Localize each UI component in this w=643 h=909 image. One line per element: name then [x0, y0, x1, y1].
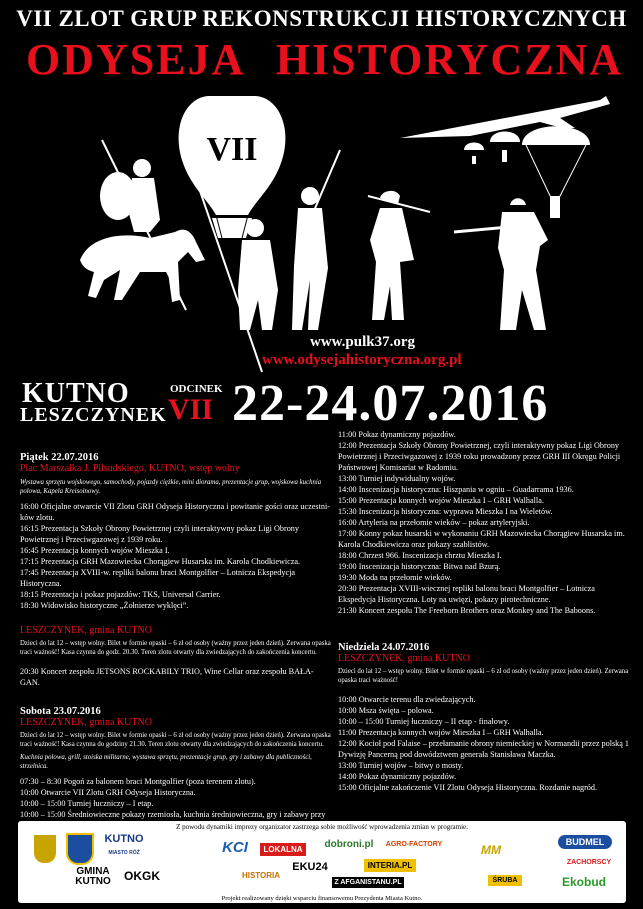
logo-gmina-kutno: GMINA KUTNO — [75, 866, 111, 887]
program-event: 16:15 Prezentacja Szkoły Obrony Powietrznej czyli interaktywny pokaz Ligi Obrony Powietrznej i Przeciwgazowej z 1939 roku. — [20, 524, 299, 544]
ww2-soldier-icon — [292, 150, 340, 330]
city-name: KUTNO — [22, 378, 130, 409]
day2-note2: Kuchnia polowa, grill, stoiska militarne, wystawa sprzętu, prezentacje grup, gry i zabawy dla publiczności, strzelnica. — [20, 754, 312, 770]
program-event: 12:00 Kocioł pod Falaise – przełamanie obrony niemieckiej w Normandii przez polską 1 Dywizję Pancerną pod dowództwem generała Stanisława Maczka. — [338, 739, 630, 759]
episode-label: ODCINEK — [170, 383, 223, 395]
silhouette-illustration — [0, 84, 643, 374]
sponsor-logos — [26, 833, 618, 891]
logo-kci: KCI — [222, 839, 248, 856]
program-event: 21:30 Koncert zespołu The Freeborn Brothers oraz Monkey and The Baboons. — [338, 606, 596, 615]
logo-eku24: EKU24 — [292, 861, 328, 873]
program-event: 13:00 Turniej wojów – bitwy o mosty. — [338, 761, 464, 770]
program-event: 17:00 Konny pokaz husarski w wykonaniu GRH Mazowiecka Chorągiew Husarska im. Karola Chodkiewicza oraz pokazy szablistów. — [338, 529, 625, 549]
program-event: 18:30 Widowisko historyczne „Żołnierze wyklęci”. — [20, 601, 189, 610]
program-event: 10:00 – 15:00 Średniowieczne pokazy rzemiosła, kuchnia średniowieczna, gry i zabawy przy — [20, 810, 326, 819]
program-event: 10:00 – 15:00 Turniej łuczniczy – II etap - finałowy. — [338, 717, 510, 726]
day1-title: Piątek 22.07.2016 — [20, 452, 99, 463]
logo-kutno: KUTNO MIASTO RÓŻ — [104, 833, 144, 856]
program-event: 19:30 Moda na przełomie wieków. — [338, 573, 452, 582]
program-event: 16:45 Prezentacja konnych wojów Mieszka I. — [20, 546, 170, 555]
program-left-column — [20, 448, 332, 831]
program-event: 11:00 Pokaz dynamiczny pojazdów. — [338, 430, 456, 439]
program-event: 14:00 Inscenizacja historyczna: Hiszpania w ogniu – Guadarrama 1936. — [338, 485, 574, 494]
balloon-icon — [179, 96, 286, 238]
program-event: 16:00 Oficjalne otwarcie VII Zlotu GRH Odyseja Historyczna i powitanie gości oraz uczestni-ków zlotu. — [20, 502, 330, 522]
program-event: 12:00 Prezentacja Szkoły Obrony Powietrznej, czyli interaktywny pokaz Ligi Obrony Powietrznej i Przeciwgazowej z 1939 roku prowadzony przez GRH III Okręgu Policji Państwowej Komisariat w Radomiu. — [338, 441, 621, 472]
program-right-column — [338, 429, 630, 793]
district-name: LESZCZYNEK — [20, 404, 167, 426]
day2-title: Sobota 23.07.2016 — [20, 706, 101, 717]
program-event: 17:45 Prezentacja XVIII-w. repliki balonu braci Montgolfier – Lotnicza Ekspedycja Historyczna. — [20, 568, 296, 588]
program-event: 17:15 Prezentacja GRH Mazowiecka Chorągiew Husarska im. Karola Chodkiewicza. — [20, 557, 301, 566]
day3-place: LESZCZYNEK, gmina KUTNO — [338, 653, 470, 664]
event-title — [0, 34, 643, 85]
sponsors-footer — [18, 821, 626, 903]
logo-okgk: OKGK — [124, 869, 160, 883]
musketeer-icon — [368, 191, 430, 320]
day1-note: Wystawa sprzętu wojskowego, samochody, pojazdy ciężkie, mini diorama, prezentacje grup, wojskowa kuchnia polowa, Kapela Kreisoinowy. — [20, 479, 322, 495]
program-event: 15:30 Inscenizacja historyczna: wyprawa Mieszka I na Wieletów. — [338, 507, 553, 516]
infantry-icon — [454, 198, 548, 330]
footer-notice: Z powodu dynamiki imprezy organizator zastrzega sobie możliwość wprowadzenia zmian w programie. — [176, 823, 468, 831]
gmina-crest-icon — [66, 833, 94, 865]
logo-sruba: ŚRUBA — [488, 875, 522, 886]
program-event: 20:30 Koncert zespołu JETSONS ROCKABILY TRIO, Wine Cellar oraz zespołu BAŁA-GAN. — [20, 667, 314, 687]
day3-title: Niedziela 24.07.2016 — [338, 642, 430, 653]
logo-dobroni: dobroni.pl — [324, 839, 374, 850]
logo-historia: HISTORIA — [241, 871, 281, 880]
program-event: 10:00 – 15:00 Turniej łuczniczy – I etap. — [20, 799, 154, 808]
day3-note: Dzieci do lat 12 – wstęp wolny. Bilet w formie opaski – 6 zł od osoby (ważny przez jeden dzień). Zerwana opaska traci ważność! — [338, 668, 629, 684]
program-event: 19:00 Inscenizacja historyczna: Bitwa nad Bzurą. — [338, 562, 501, 571]
day1-evening-note: Dzieci do lat 12 – wstęp wolny. Bilet w formie opaski – 6 zł od osoby (ważny przez jeden dzień). Zerwana opaska traci ważność! Kasa czynna do godz. 20.30. Teren zlotu otwarty dla zwiedzających do zakończenia koncertu. — [20, 640, 331, 656]
program-event: 11:00 Prezentacja konnych wojów Mieszka I – GRH Walhalla. — [338, 728, 544, 737]
logo-afganistan: Z AFGANISTANU.PL — [332, 877, 404, 888]
program-event: 18:15 Prezentacja i pokaz pojazdów: TKS, Universal Carrier. — [20, 590, 221, 599]
day2-note: Dzieci do lat 12 – wstęp wolny. Bilet w formie opaski – 6 zł od osoby (ważny przez jeden dzień). Zerwana opaska traci ważność! Kasa czynna do godziny 21.30. Teren zlotu otwarty dla zwiedzających do zakończenia koncertu. — [20, 732, 331, 748]
program-event: 15:00 Oficjalne zakończenie VII Zlotu Odyseja Historyczna. Rozdanie nagród. — [338, 783, 598, 792]
program-event: 13:00 Turniej indywidualny wojów. — [338, 474, 456, 483]
balloon-text: VII — [206, 131, 258, 168]
parachute-icon — [464, 126, 590, 218]
program-event: 18:00 Chrzest 966. Inscenizacja chrztu Mieszka I. — [338, 551, 502, 560]
program-event: 07:30 – 8:30 Pogoń za balonem braci Montgolfier (poza terenem zlotu). — [20, 777, 256, 786]
title-left: ODYSEJA — [26, 35, 246, 84]
logo-mm: MM — [481, 843, 501, 857]
logo-ekobud: Ekobud — [562, 875, 606, 889]
logo-agro-factory: AGRO-FACTORY — [385, 841, 443, 848]
program-event: 10:00 Otwarcie terenu dla zwiedzających. — [338, 695, 476, 704]
logo-zachorscy: ZACHORSCY — [566, 859, 612, 866]
program-event: 20:30 Prezentacja XVIII-wiecznej repliki balonu braci Montgolfier – Lotnicza Ekspedycja Historyczna. Loty na uwięzi, pokazy pirotechniczne. — [338, 584, 595, 604]
url-pulk37[interactable]: www.pulk37.org — [310, 334, 416, 350]
logo-interia: INTERIA.PL — [364, 859, 416, 872]
title-right: HISTORYCZNA — [275, 35, 623, 84]
episode-number: VII — [168, 393, 214, 426]
program-event: 16:00 Artyleria na przełomie wieków – pokaz artyleryjski. — [338, 518, 530, 527]
program-event: 15:00 Prezentacja konnych wojów Mieszka I – GRH Walhalla. — [338, 496, 544, 505]
program-event: 14:00 Pokaz dynamiczny pojazdów. — [338, 772, 457, 781]
event-subtitle: VII ZLOT GRUP REKONSTRUKCJI HISTORYCZNYCH — [16, 6, 627, 31]
program-event: 10:00 Msza święta – polowa. — [338, 706, 434, 715]
logo-budmel: BUDMEL — [558, 835, 612, 849]
event-date-range: 22-24.07.2016 — [232, 375, 549, 432]
program-event: 10:00 Otwarcie VII Zlotu GRH Odyseja Historyczna. — [20, 788, 196, 797]
logo-lokalna: LOKALNA — [260, 843, 306, 856]
day1-evening-place: LESZCZYNEK, gmina KUTNO — [20, 625, 152, 636]
day2-place: LESZCZYNEK, gmina KUTNO — [20, 717, 152, 728]
day1-place: Plac Marszałka J. Piłsudskiego, KUTNO, wstęp wolny — [20, 463, 240, 474]
footer-funding: Projekt realizowany dzięki wsparciu finansowemu Prezydenta Miasta Kutno. — [221, 895, 423, 902]
kutno-crest-icon — [34, 835, 56, 863]
url-odyseja[interactable]: www.odysejahistoryczna.org.pl — [262, 352, 462, 368]
